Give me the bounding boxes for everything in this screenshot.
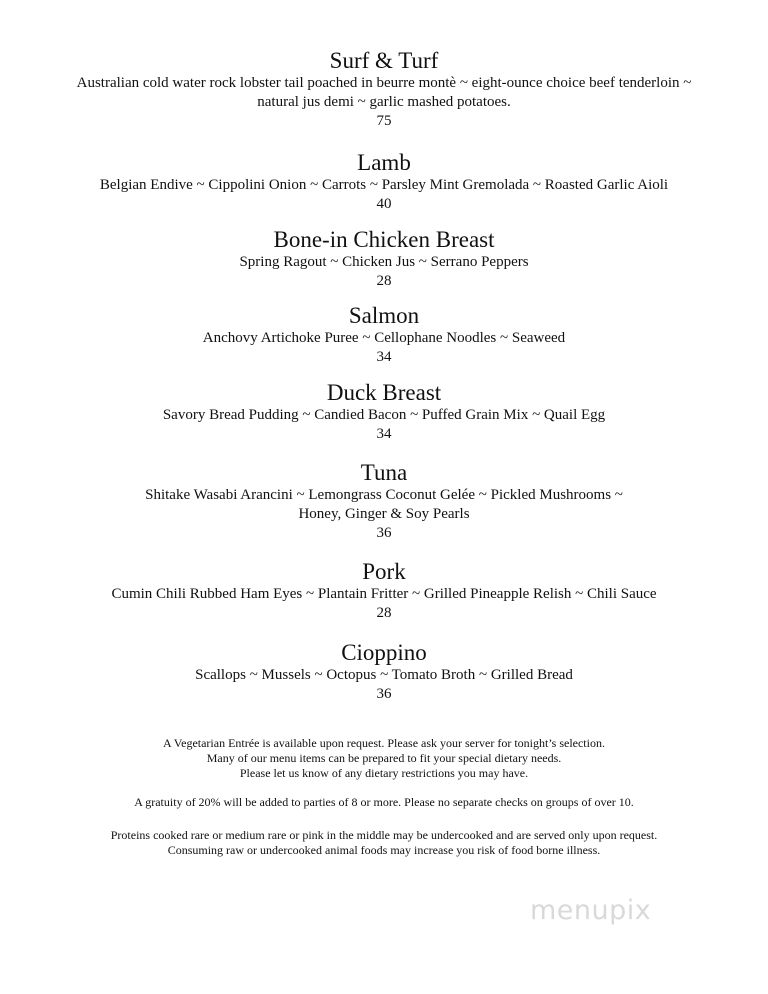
menu-item-price: 28 [376,273,392,289]
food-safety-warning-line: Consuming raw or undercooked animal foods may increase you risk of food borne illness. [167,843,601,857]
menu-item-description: Australian cold water rock lobster tail poached in beurre montè ~ eight-ounce choice beef tenderloin ~ natural jus demi ~ garlic mashed potatoes. [76,75,692,110]
menu-item-price: 34 [376,426,392,442]
menu-item-price: 75 [376,113,392,129]
gratuity-note-line: A gratuity of 20% will be added to parties of 8 or more. Please no separate checks on groups of over 10. [134,795,634,809]
menu-item-name: Bone-in Chicken Breast [273,227,495,252]
menu-item-bone-in-chicken-breast [0,227,768,290]
menu-item-description: Shitake Wasabi Arancini ~ Lemongrass Coconut Gelée ~ Pickled Mushrooms ~ Honey, Ginger & Soy Pearls [145,487,623,522]
menu-item-name: Duck Breast [326,380,442,405]
menu-item-pork [0,559,768,622]
menu-item-price: 28 [376,605,392,621]
vegetarian-note [0,736,768,781]
menu-item-salmon [0,303,768,366]
menu-item-description: Spring Ragout ~ Chicken Jus ~ Serrano Peppers [239,254,529,270]
menu-item-name: Cioppino [341,640,427,665]
menu-item-description: Scallops ~ Mussels ~ Octopus ~ Tomato Broth ~ Grilled Bread [195,667,573,683]
vegetarian-note-line: Please let us know of any dietary restrictions you may have. [239,766,529,780]
menu-item-duck-breast [0,380,768,443]
menu-item-tuna [0,460,768,542]
menu-item-description: Cumin Chili Rubbed Ham Eyes ~ Plantain Fritter ~ Grilled Pineapple Relish ~ Chili Sauce [111,586,657,602]
food-safety-warning [0,828,768,858]
menu-item-description: Anchovy Artichoke Puree ~ Cellophane Noodles ~ Seaweed [202,330,566,346]
vegetarian-note-line: Many of our menu items can be prepared to fit your special dietary needs. [206,751,562,765]
menu-item-price: 40 [376,196,392,212]
menu-item-price: 34 [376,349,392,365]
menu-item-name: Tuna [360,460,408,485]
menu-item-name: Salmon [348,303,420,328]
menu-item-cioppino [0,640,768,703]
menu-item-name: Lamb [357,150,411,175]
menu-item-surf-and-turf [0,48,768,130]
menu-item-price: 36 [376,686,392,702]
menu-item-name: Pork [362,559,406,584]
vegetarian-note-line: A Vegetarian Entrée is available upon request. Please ask your server for tonight’s selection. [163,736,605,750]
gratuity-note [0,795,768,810]
menu-item-name: Surf & Turf [329,48,439,73]
menu-item-lamb [0,150,768,213]
menu-item-price: 36 [376,525,392,541]
menu-item-description: Savory Bread Pudding ~ Candied Bacon ~ Puffed Grain Mix ~ Quail Egg [162,407,606,423]
menu-item-description: Belgian Endive ~ Cippolini Onion ~ Carrots ~ Parsley Mint Gremolada ~ Roasted Garlic Aioli [99,177,669,193]
menupix-watermark: menupix [530,895,652,926]
food-safety-warning-line: Proteins cooked rare or medium rare or pink in the middle may be undercooked and are served only upon request. [110,828,658,842]
